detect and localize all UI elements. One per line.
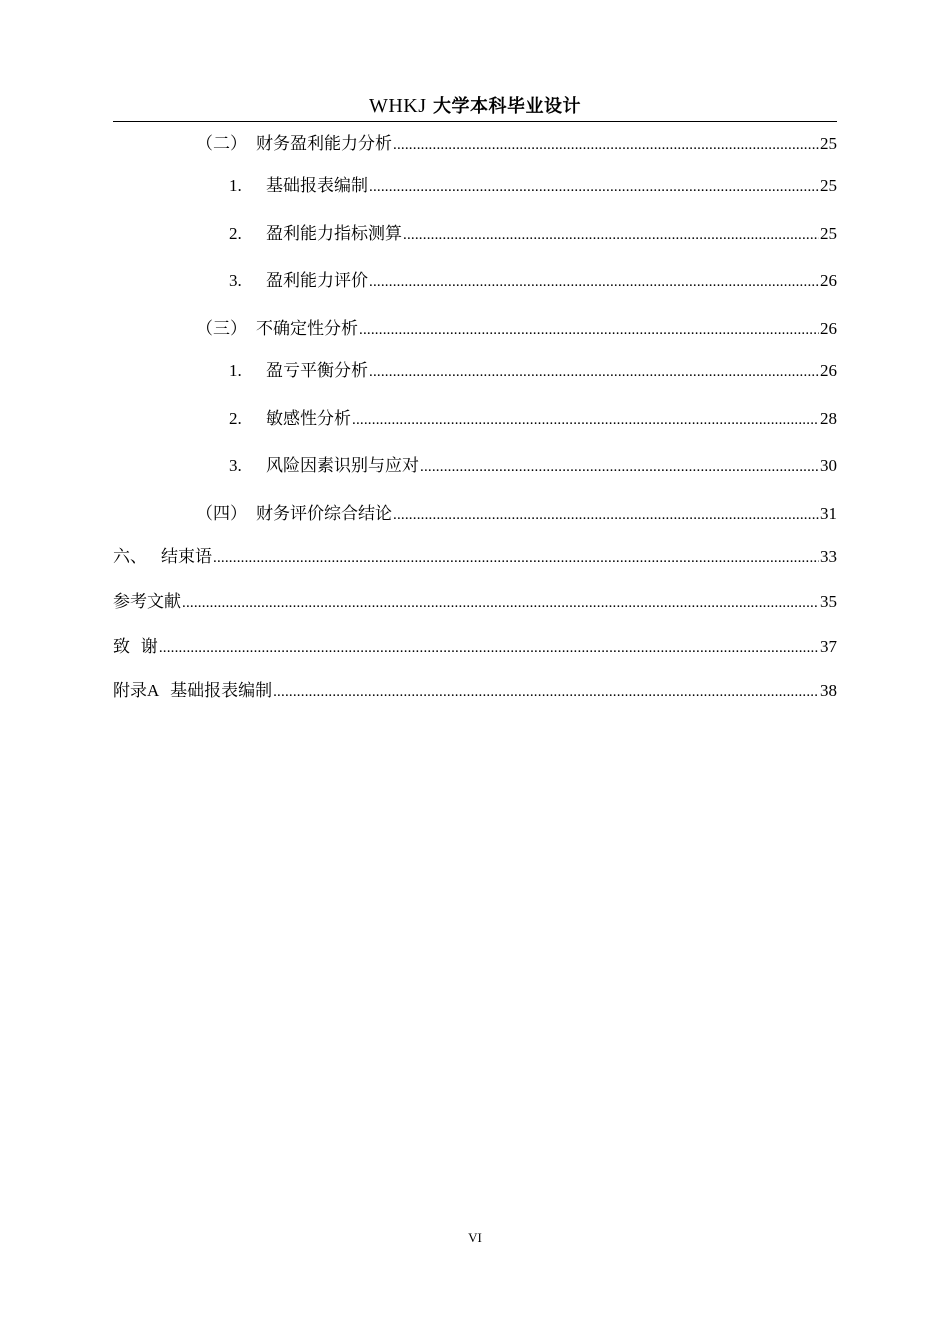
appendix-prefix: 附录 <box>113 681 147 701</box>
toc-entry-number: 2. <box>229 409 242 428</box>
toc-entry-title: 财务评价综合结论 <box>256 504 392 524</box>
appendix-title: 基础报表编制 <box>170 681 273 701</box>
header-university: 大学本科毕业设计 <box>433 96 582 117</box>
toc-entry[interactable] <box>113 407 837 431</box>
toc-entry[interactable] <box>113 545 837 569</box>
toc-entry-number: （四） <box>196 504 247 524</box>
toc-entry-page: 33 <box>820 547 837 566</box>
toc-leader-dots <box>159 636 819 660</box>
toc-leader-dots <box>393 503 819 527</box>
toc-entry-page: 25 <box>820 134 837 153</box>
toc-entry-page: 30 <box>820 456 837 475</box>
toc-entry-page: 31 <box>820 504 837 523</box>
toc-entry-title: 参考文献 <box>113 592 181 612</box>
toc-entry-number: 六、 <box>113 547 147 567</box>
toc-entry-number: 1. <box>229 176 242 195</box>
toc-leader-dots <box>369 360 819 384</box>
toc-entry-number: 2. <box>229 224 242 243</box>
toc-entry[interactable] <box>113 359 837 383</box>
toc-entry-title: 盈利能力指标测算 <box>266 224 402 244</box>
toc-entry-number: 1. <box>229 361 242 380</box>
toc-leader-dots <box>182 591 819 615</box>
toc-leader-dots <box>420 455 819 479</box>
toc-entry-title: 敏感性分析 <box>266 409 351 429</box>
toc-entry[interactable] <box>113 502 837 526</box>
toc-entry[interactable] <box>113 222 837 246</box>
toc-entry[interactable] <box>113 174 837 198</box>
toc-entry[interactable] <box>113 679 837 703</box>
toc-entry[interactable] <box>113 590 837 614</box>
toc-entry-page: 26 <box>820 319 837 338</box>
toc-leader-dots <box>393 133 819 157</box>
toc-entry[interactable] <box>113 317 837 341</box>
toc-entry-page: 26 <box>820 271 837 290</box>
toc-leader-dots <box>369 175 819 199</box>
appendix-letter: A <box>147 681 160 700</box>
toc-entry-number: （二） <box>196 134 247 154</box>
toc-entry-title: 结束语 <box>161 547 212 567</box>
toc-entry[interactable] <box>113 635 837 659</box>
page-number: VI <box>468 1230 482 1245</box>
toc-entry-page: 26 <box>820 361 837 380</box>
toc-entry-number: 3. <box>229 456 242 475</box>
header-title <box>369 95 581 117</box>
toc-leader-dots <box>213 546 819 570</box>
toc-leader-dots <box>352 408 819 432</box>
toc-entry-title: 盈亏平衡分析 <box>266 361 368 381</box>
toc-entry-page: 38 <box>820 681 837 700</box>
toc-entry-title <box>113 679 272 703</box>
toc-entry[interactable] <box>113 132 837 156</box>
toc-entry-title: 盈利能力评价 <box>266 271 368 291</box>
toc-entry-page: 25 <box>820 176 837 195</box>
toc-entry-number: （三） <box>196 319 247 339</box>
toc-entry-title: 财务盈利能力分析 <box>256 134 392 154</box>
toc-leader-dots <box>273 680 819 704</box>
page-header <box>113 92 837 122</box>
toc-entry-title: 风险因素识别与应对 <box>266 456 419 476</box>
toc-entry-number: 3. <box>229 271 242 290</box>
toc-entry-page: 28 <box>820 409 837 428</box>
toc-entry-title: 基础报表编制 <box>266 176 368 196</box>
toc-entry-page: 25 <box>820 224 837 243</box>
toc-entry-page: 37 <box>820 637 837 656</box>
toc-entry[interactable] <box>113 269 837 293</box>
toc-leader-dots <box>359 318 819 342</box>
toc-leader-dots <box>403 223 819 247</box>
toc-entry-page: 35 <box>820 592 837 611</box>
toc-entry-title: 不确定性分析 <box>256 319 358 339</box>
toc-entry-title: 致 谢 <box>113 637 158 657</box>
toc-entry[interactable] <box>113 454 837 478</box>
toc-leader-dots <box>369 270 819 294</box>
header-code: WHKJ <box>368 95 427 117</box>
